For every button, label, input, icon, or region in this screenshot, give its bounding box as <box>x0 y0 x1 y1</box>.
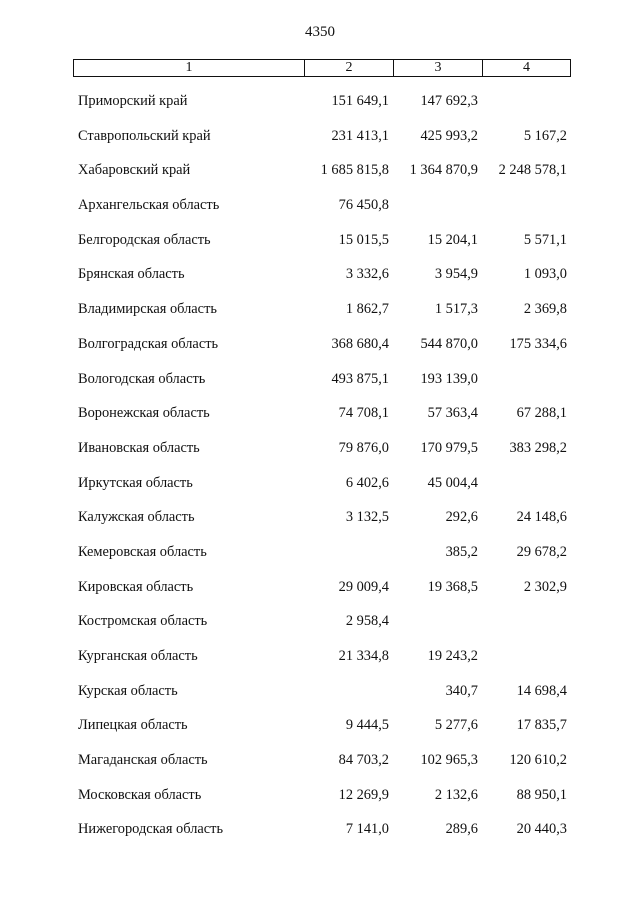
cell-col-2: 151 649,1 <box>331 93 389 109</box>
cell-col-4: 5 571,1 <box>523 231 567 248</box>
cell-col-2: 231 413,1 <box>331 127 389 144</box>
cell-col-2: 12 269,9 <box>338 786 389 803</box>
cell-col-3: 2 132,6 <box>434 786 478 803</box>
table-row <box>0 503 640 538</box>
cell-col-3: 170 979,5 <box>420 439 478 456</box>
table-row <box>0 295 640 330</box>
region-name: Кировская область <box>78 578 194 595</box>
cell-col-2: 1 685 815,8 <box>320 162 389 179</box>
cell-col-4: 24 148,6 <box>516 509 567 526</box>
cell-col-2: 79 876,0 <box>338 439 389 456</box>
cell-col-2: 21 334,8 <box>338 648 389 664</box>
cell-col-4: 5 167,2 <box>523 127 567 144</box>
region-name: Владимирская область <box>78 301 217 318</box>
cell-col-2: 3 132,5 <box>345 509 389 526</box>
region-name: Вологодская область <box>78 370 206 387</box>
cell-col-2: 493 875,1 <box>331 370 389 387</box>
region-name: Ставропольский край <box>78 127 211 144</box>
cell-col-2: 84 703,2 <box>338 752 389 769</box>
cell-col-2: 76 450,8 <box>338 197 389 214</box>
table-row <box>0 677 640 712</box>
cell-col-2: 9 444,5 <box>345 717 389 734</box>
cell-col-4: 383 298,2 <box>509 439 567 456</box>
page-number: 4350 <box>305 24 335 40</box>
table-row <box>0 226 640 261</box>
region-name: Архангельская область <box>78 197 220 214</box>
region-name: Курская область <box>78 682 178 699</box>
cell-col-2: 7 141,0 <box>345 821 389 838</box>
table-row <box>0 260 640 295</box>
region-name: Приморский край <box>78 93 188 109</box>
header-col-1: 1 <box>74 60 305 76</box>
table-row <box>0 191 640 226</box>
region-name: Ивановская область <box>78 439 200 456</box>
cell-col-3: 1 517,3 <box>434 301 478 318</box>
region-name: Кемеровская область <box>78 543 207 560</box>
cell-col-3: 3 954,9 <box>434 266 478 283</box>
cell-col-4: 14 698,4 <box>516 682 567 699</box>
region-name: Курганская область <box>78 648 198 664</box>
cell-col-3: 292,6 <box>445 509 478 526</box>
region-name: Волгоградская область <box>78 335 219 352</box>
table-row <box>0 642 640 677</box>
cell-col-4: 29 678,2 <box>516 543 567 560</box>
cell-col-3: 385,2 <box>445 543 478 560</box>
table-row <box>0 815 640 850</box>
table-row <box>0 781 640 816</box>
table-row <box>0 469 640 504</box>
region-name: Московская область <box>78 786 202 803</box>
cell-col-2: 29 009,4 <box>338 578 389 595</box>
cell-col-3: 544 870,0 <box>420 335 478 352</box>
table-row <box>0 365 640 400</box>
header-col-4: 4 <box>523 60 530 75</box>
region-name: Воронежская область <box>78 405 210 422</box>
table-row <box>0 156 640 191</box>
cell-col-3: 289,6 <box>445 821 478 838</box>
table-row <box>0 330 640 365</box>
region-name: Иркутская область <box>78 474 193 491</box>
cell-col-3: 425 993,2 <box>420 127 478 144</box>
cell-col-2: 3 332,6 <box>345 266 389 283</box>
region-name: Хабаровский край <box>78 162 191 179</box>
cell-col-3: 19 243,2 <box>427 648 478 664</box>
cell-col-4: 2 248 578,1 <box>498 162 567 179</box>
cell-col-2: 74 708,1 <box>338 405 389 422</box>
cell-col-3: 5 277,6 <box>434 717 478 734</box>
cell-col-2: 15 015,5 <box>338 231 389 248</box>
region-name: Калужская область <box>78 509 195 526</box>
table-row <box>0 87 640 122</box>
cell-col-4: 20 440,3 <box>516 821 567 838</box>
cell-col-4: 1 093,0 <box>523 266 567 283</box>
cell-col-2: 1 862,7 <box>345 301 389 318</box>
cell-col-2: 6 402,6 <box>345 474 389 491</box>
cell-col-4: 120 610,2 <box>509 752 567 769</box>
region-name: Брянская область <box>78 266 185 283</box>
header-col-2: 2 <box>305 60 394 76</box>
cell-col-4: 88 950,1 <box>516 786 567 803</box>
region-name: Нижегородская область <box>78 821 224 838</box>
cell-col-3: 19 368,5 <box>427 578 478 595</box>
cell-col-3: 57 363,4 <box>427 405 478 422</box>
cell-col-3: 15 204,1 <box>427 231 478 248</box>
cell-col-4: 2 302,9 <box>523 578 567 595</box>
table-row <box>0 573 640 608</box>
cell-col-3: 193 139,0 <box>420 370 478 387</box>
header-col-3: 3 <box>394 60 483 76</box>
cell-col-3: 1 364 870,9 <box>409 162 478 179</box>
table-row <box>0 434 640 469</box>
table-row <box>0 607 640 642</box>
cell-col-4: 2 369,8 <box>523 301 567 318</box>
cell-col-4: 17 835,7 <box>516 717 567 734</box>
table-header <box>73 59 571 77</box>
region-name: Магаданская область <box>78 752 208 769</box>
region-name: Липецкая область <box>78 717 188 734</box>
cell-col-3: 147 692,3 <box>420 93 478 109</box>
cell-col-2: 368 680,4 <box>331 335 389 352</box>
region-name: Белгородская область <box>78 231 211 248</box>
cell-col-4: 175 334,6 <box>509 335 567 352</box>
cell-col-2: 2 958,4 <box>345 613 389 630</box>
table-row <box>0 711 640 746</box>
table-row <box>0 746 640 781</box>
cell-col-3: 45 004,4 <box>427 474 478 491</box>
region-name: Костромская область <box>78 613 208 630</box>
cell-col-3: 102 965,3 <box>420 752 478 769</box>
cell-col-3: 340,7 <box>445 682 478 699</box>
table-row <box>0 538 640 573</box>
cell-col-4: 67 288,1 <box>516 405 567 422</box>
table-row <box>0 399 640 434</box>
table-body <box>0 87 640 850</box>
table-row <box>0 122 640 157</box>
